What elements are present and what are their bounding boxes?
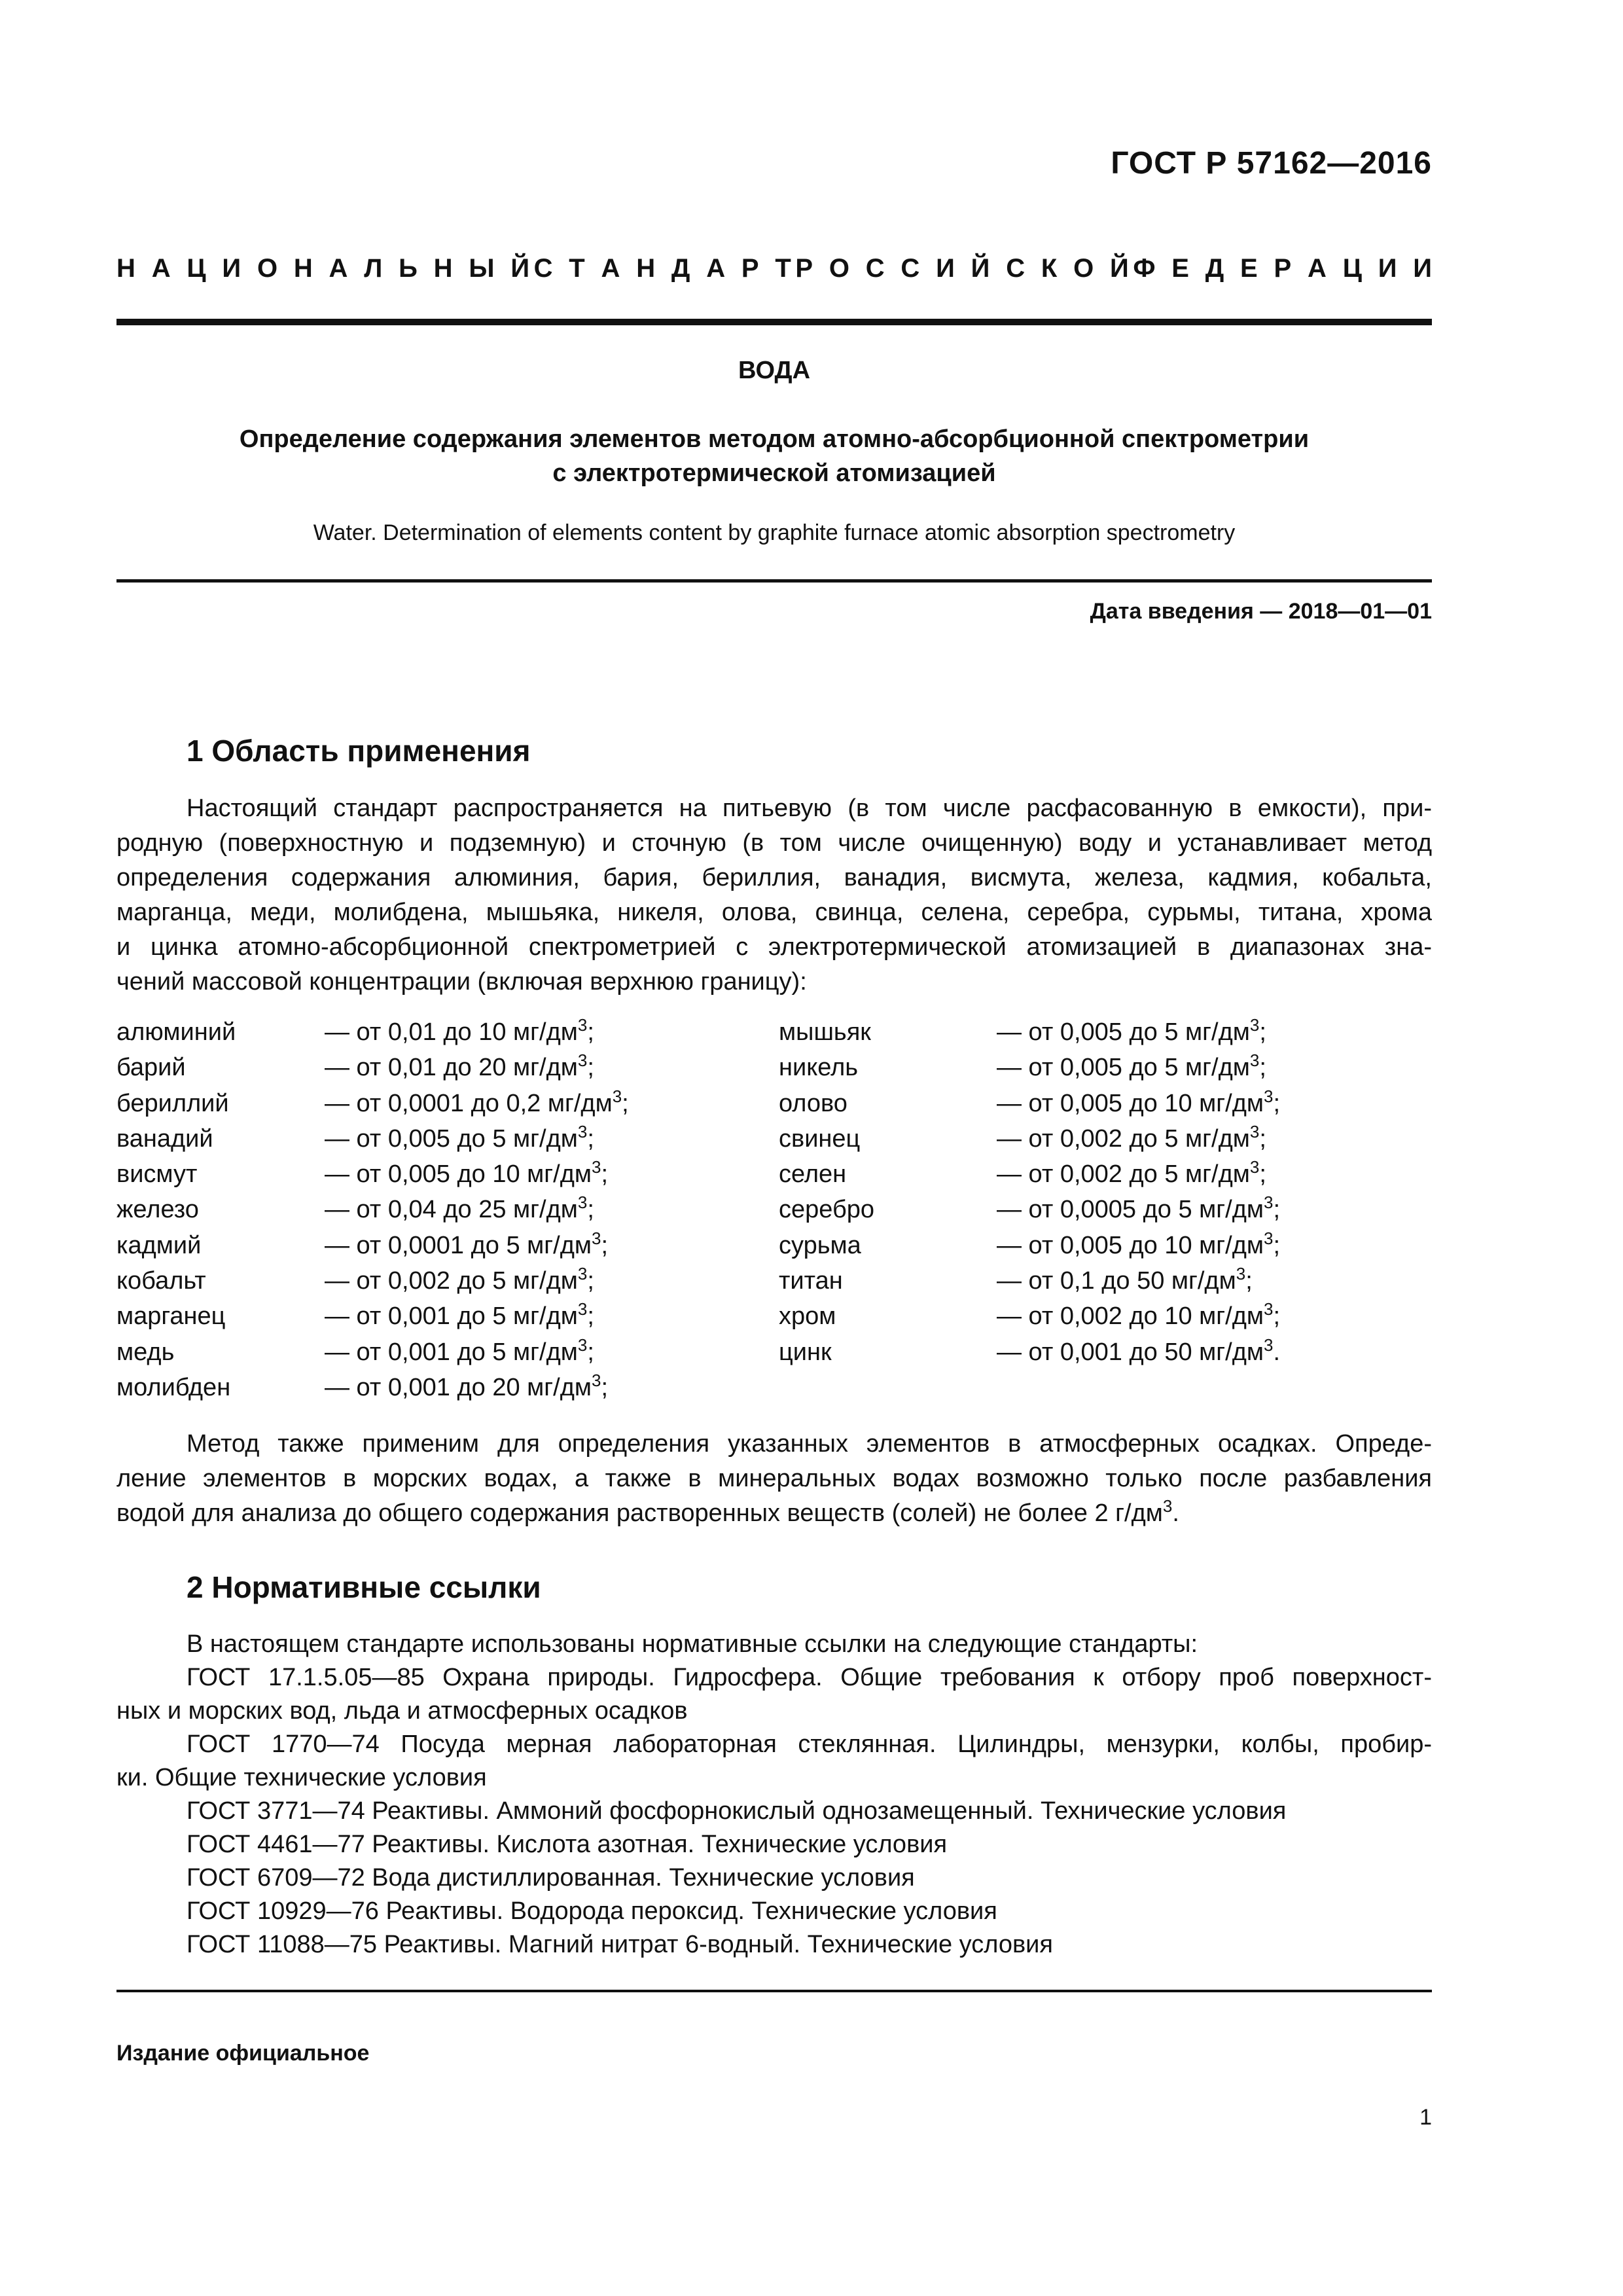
element-range [997, 1157, 1266, 1192]
banner-letter: Д [1205, 254, 1224, 283]
banner-letter: Ц [187, 254, 206, 283]
banner-letter: Р [1274, 254, 1292, 283]
element-name: серебро [779, 1196, 875, 1224]
unit-superscript: 3 [577, 1299, 588, 1319]
element-name: хром [779, 1302, 836, 1331]
element-row [116, 1228, 1432, 1263]
element-name: алюминий [116, 1018, 236, 1046]
element-range [997, 1192, 1280, 1227]
unit-text: мг/дм [1199, 1338, 1264, 1366]
banner-letter: И [1413, 254, 1432, 283]
footer-divider [116, 1990, 1432, 1992]
section-1-heading: 1 Область применения [187, 734, 531, 768]
element-name: сурьма [779, 1231, 861, 1259]
range-text: — от 0,005 до 10 [997, 1231, 1200, 1259]
element-range [325, 1157, 608, 1192]
reference-item: ГОСТ 3771—74 Реактивы. Аммоний фосфорнокислый однозамещенный. Технические условия [187, 1797, 1287, 1825]
element-range [325, 1299, 594, 1334]
unit-text: мг/дм [1199, 1089, 1264, 1117]
range-text: — от 0,001 до 50 [997, 1338, 1200, 1366]
element-range [997, 1228, 1280, 1263]
range-text: — от 0,005 до 10 [325, 1160, 527, 1189]
unit-text: мг/дм [527, 1160, 592, 1189]
element-range [325, 1335, 594, 1370]
banner-letter: И [936, 254, 955, 283]
banner-word-2 [534, 254, 791, 283]
element-range [325, 1228, 608, 1263]
document-subtitle [116, 422, 1432, 490]
unit-text: мг/дм [1185, 1054, 1250, 1082]
element-range [325, 1014, 594, 1050]
unit-superscript: 3 [592, 1157, 601, 1177]
range-end: ; [1273, 1302, 1281, 1331]
unit-superscript: 3 [1249, 1121, 1260, 1141]
banner-letter: Ф [1133, 254, 1156, 283]
banner-letter: Н [433, 254, 453, 283]
element-range [325, 1050, 594, 1085]
paragraph-line: чений массовой концентрации (включая верхнюю границу): [116, 968, 807, 996]
element-name: медь [116, 1338, 175, 1366]
introduction-date: Дата введения — 2018—01—01 [1090, 599, 1432, 624]
element-row [116, 1263, 1432, 1299]
banner-word-4 [1133, 254, 1432, 283]
range-end: ; [587, 1267, 594, 1295]
banner-letter: Й [510, 254, 530, 283]
banner-letter: И [1378, 254, 1397, 283]
unit-superscript: 3 [1264, 1335, 1274, 1355]
banner-word-1 [116, 254, 529, 283]
unit-text: мг/дм [547, 1089, 613, 1117]
range-end: ; [587, 1054, 594, 1082]
unit-text: мг/дм [513, 1302, 578, 1331]
official-edition-label: Издание официальное [116, 2041, 370, 2066]
range-end: ; [587, 1018, 594, 1046]
reference-item-continued: ки. Общие технические условия [116, 1764, 487, 1791]
unit-text: мг/дм [527, 1231, 592, 1259]
banner-letter: А [706, 254, 726, 283]
unit-text: мг/дм [1199, 1231, 1264, 1259]
range-end: ; [1245, 1267, 1253, 1295]
unit-text: мг/дм [1199, 1302, 1264, 1331]
banner-letter: И [222, 254, 241, 283]
unit-text: мг/дм [513, 1338, 578, 1366]
unit-superscript: 3 [592, 1228, 601, 1248]
reference-item-continued: ных и морских вод, льда и атмосферных осадков [116, 1697, 688, 1725]
unit-text: мг/дм [513, 1054, 578, 1082]
paragraph-line: Настоящий стандарт распространяется на питьевую (в том числе расфасованную в емкости), при- [187, 795, 1432, 822]
banner-letter: Р [795, 254, 813, 283]
element-name: никель [779, 1054, 859, 1082]
element-range [997, 1086, 1280, 1121]
unit-text: мг/дм [1185, 1018, 1250, 1046]
element-name: цинк [779, 1338, 832, 1366]
range-text: — от 0,001 до 5 [325, 1338, 514, 1366]
unit-superscript: 3 [1264, 1228, 1274, 1248]
range-text: — от 0,0001 до 0,2 [325, 1089, 548, 1117]
element-range [997, 1335, 1280, 1370]
unit-superscript: 3 [577, 1193, 588, 1213]
unit-superscript: 3 [592, 1370, 601, 1390]
reference-item: ГОСТ 6709—72 Вода дистиллированная. Технические условия [187, 1864, 915, 1892]
banner-letter: Р [741, 254, 759, 283]
paragraph-line: определения содержания алюминия, бария, бериллия, ванадия, висмута, железа, кадмия, кобальта, [116, 864, 1432, 891]
element-range [997, 1014, 1266, 1050]
range-text: — от 0,01 до 20 [325, 1054, 514, 1082]
unit-superscript: 3 [1264, 1193, 1274, 1213]
subtitle-line-1: Определение содержания элементов методом атомно-абсорбционной спектрометрии [239, 425, 1310, 453]
unit-superscript: 3 [577, 1050, 588, 1071]
range-text: — от 0,001 до 20 [325, 1373, 527, 1401]
english-title: Water. Determination of elements content by graphite furnace atomic absorption spectrometry [313, 520, 1236, 545]
paragraph-line: родную (поверхностную и подземную) и сточную (в том числе очищенную) воду и устанавливает метод [116, 829, 1432, 857]
paragraph-line: Метод также применим для определения указанных элементов в атмосферных осадках. Опреде- [187, 1430, 1432, 1458]
range-end: ; [622, 1089, 629, 1117]
reference-item: ГОСТ 4461—77 Реактивы. Кислота азотная. Технические условия [187, 1831, 948, 1858]
range-end: ; [1273, 1196, 1281, 1224]
banner-letter: О [1073, 254, 1094, 283]
element-name: титан [779, 1267, 843, 1295]
banner-letter: А [151, 254, 171, 283]
range-text: — от 0,002 до 5 [325, 1267, 514, 1295]
section-2-heading: 2 Нормативные ссылки [187, 1570, 541, 1604]
range-end: ; [1273, 1231, 1281, 1259]
subtitle-line-2: с электротермической атомизацией [552, 459, 996, 487]
element-row [116, 1014, 1432, 1050]
paragraph-line: и цинка атомно-абсорбционной спектрометрией с электротермической атомизацией в диапазонах зна- [116, 933, 1432, 961]
banner-letter: Й [1110, 254, 1129, 283]
range-end: ; [1259, 1124, 1266, 1153]
title-divider [116, 579, 1432, 583]
element-range [325, 1121, 594, 1157]
element-row [116, 1086, 1432, 1121]
element-row [116, 1370, 1432, 1405]
range-end: ; [587, 1338, 594, 1366]
unit-superscript: 3 [1249, 1157, 1260, 1177]
element-row [116, 1050, 1432, 1085]
range-text: — от 0,04 до 25 [325, 1196, 514, 1224]
range-end: ; [1273, 1089, 1281, 1117]
range-end: . [1273, 1338, 1281, 1366]
banner-letter: К [1041, 254, 1058, 283]
unit-superscript: 3 [1236, 1264, 1246, 1284]
element-range [997, 1121, 1266, 1157]
element-name: молибден [116, 1373, 231, 1401]
range-end: ; [587, 1196, 594, 1224]
range-text: — от 0,005 до 10 [997, 1089, 1200, 1117]
element-name: марганец [116, 1302, 226, 1331]
section-1-paragraph-2 [116, 1427, 1432, 1531]
banner-letter: А [329, 254, 348, 283]
unit-superscript: 3 [577, 1015, 588, 1035]
element-range [997, 1050, 1266, 1085]
banner-letter: Ы [469, 254, 495, 283]
range-text: — от 0,01 до 10 [325, 1018, 514, 1046]
document-number: ГОСТ Р 57162—2016 [1111, 146, 1432, 181]
element-concentration-list [116, 1014, 1432, 1405]
banner-letter: Н [116, 254, 135, 283]
national-standard-banner [116, 254, 1432, 283]
banner-letter: Т [569, 254, 585, 283]
element-name: ванадий [116, 1124, 213, 1153]
unit-text: мг/дм [513, 1124, 578, 1153]
element-range [325, 1370, 608, 1405]
element-name: барий [116, 1054, 186, 1082]
banner-letter: Й [971, 254, 990, 283]
unit-text: мг/дм [1185, 1124, 1250, 1153]
banner-letter: Ь [399, 254, 418, 283]
banner-word-3 [795, 254, 1128, 283]
header-divider [116, 319, 1432, 325]
paragraph-line [116, 1496, 1432, 1531]
range-text: — от 0,001 до 5 [325, 1302, 514, 1331]
range-text: — от 0,1 до 50 [997, 1267, 1171, 1295]
document-title: ВОДА [738, 357, 811, 384]
unit-superscript: 3 [577, 1335, 588, 1355]
element-range [325, 1086, 629, 1121]
banner-letter: Ц [1342, 254, 1362, 283]
banner-letter: О [829, 254, 849, 283]
element-name: кобальт [116, 1267, 206, 1295]
unit-superscript: 3 [577, 1264, 588, 1284]
unit-superscript: 3 [1249, 1015, 1260, 1035]
range-text: — от 0,002 до 10 [997, 1302, 1200, 1331]
banner-letter: Д [671, 254, 690, 283]
element-name: кадмий [116, 1231, 202, 1259]
banner-letter: Л [364, 254, 383, 283]
range-text: — от 0,002 до 5 [997, 1160, 1186, 1189]
range-end: ; [1259, 1018, 1266, 1046]
section-1-paragraph-1 [116, 791, 1432, 999]
unit-superscript: 3 [612, 1086, 622, 1106]
range-end: ; [1259, 1054, 1266, 1082]
unit-superscript: 3 [1264, 1086, 1274, 1106]
reference-item: ГОСТ 17.1.5.05—85 Охрана природы. Гидросфера. Общие требования к отбору проб поверхност- [187, 1664, 1432, 1691]
range-end: ; [601, 1373, 609, 1401]
element-range [325, 1192, 594, 1227]
unit-text: мг/дм [527, 1373, 592, 1401]
banner-letter: А [601, 254, 620, 283]
element-name: свинец [779, 1124, 861, 1153]
range-end: ; [587, 1302, 594, 1331]
range-text: — от 0,005 до 5 [997, 1018, 1186, 1046]
unit-text: мг/дм [513, 1267, 578, 1295]
element-row [116, 1299, 1432, 1334]
unit-superscript: 3 [577, 1121, 588, 1141]
banner-letter: О [257, 254, 278, 283]
superscript: 3 [1162, 1496, 1173, 1516]
range-end: ; [601, 1231, 609, 1259]
unit-text: мг/дм [513, 1196, 578, 1224]
element-name: висмут [116, 1160, 198, 1189]
unit-text: мг/дм [513, 1018, 578, 1046]
element-row [116, 1192, 1432, 1227]
range-text: — от 0,0005 до 5 [997, 1196, 1200, 1224]
element-name: бериллий [116, 1089, 229, 1117]
paragraph-line: ление элементов в морских водах, а также в минеральных водах возможно только после разбавления [116, 1465, 1432, 1492]
paragraph-text: водой для анализа до общего содержания растворенных веществ (солей) не более 2 г/дм [116, 1499, 1163, 1527]
banner-letter: С [865, 254, 885, 283]
range-text: — от 0,005 до 5 [325, 1124, 514, 1153]
banner-letter: С [533, 254, 553, 283]
range-end: ; [1259, 1160, 1266, 1189]
unit-text: мг/дм [1199, 1196, 1264, 1224]
element-range [325, 1263, 594, 1299]
unit-superscript: 3 [1249, 1050, 1260, 1071]
reference-item: ГОСТ 1770—74 Посуда мерная лабораторная стеклянная. Цилиндры, мензурки, колбы, пробир- [187, 1731, 1432, 1758]
paragraph-line: марганца, меди, молибдена, мышьяка, никеля, олова, свинца, селена, серебра, сурьмы, титана, хрома [116, 899, 1432, 926]
banner-letter: Н [293, 254, 313, 283]
reference-item: ГОСТ 11088—75 Реактивы. Магний нитрат 6-водный. Технические условия [187, 1931, 1053, 1958]
references-intro: В настоящем стандарте использованы нормативные ссылки на следующие стандарты: [187, 1630, 1198, 1658]
element-row [116, 1335, 1432, 1370]
element-row [116, 1121, 1432, 1157]
reference-item: ГОСТ 10929—76 Реактивы. Водорода пероксид. Технические условия [187, 1897, 997, 1925]
element-row [116, 1157, 1432, 1192]
unit-superscript: 3 [1264, 1299, 1274, 1319]
range-text: — от 0,005 до 5 [997, 1054, 1186, 1082]
banner-letter: С [1006, 254, 1026, 283]
element-name: мышьяк [779, 1018, 871, 1046]
banner-letter: Т [775, 254, 791, 283]
element-name: железо [116, 1196, 199, 1224]
normative-references-list [116, 1628, 1432, 1962]
unit-text: мг/дм [1171, 1267, 1236, 1295]
unit-text: мг/дм [1185, 1160, 1250, 1189]
banner-letter: С [901, 254, 920, 283]
range-end: ; [587, 1124, 594, 1153]
element-range [997, 1299, 1280, 1334]
banner-letter: Н [636, 254, 656, 283]
element-name: олово [779, 1089, 847, 1117]
banner-letter: Е [1171, 254, 1189, 283]
element-range [997, 1263, 1253, 1299]
page-number: 1 [1419, 2105, 1432, 2130]
element-name: селен [779, 1160, 847, 1189]
range-text: — от 0,002 до 5 [997, 1124, 1186, 1153]
range-end: ; [601, 1160, 609, 1189]
banner-letter: А [1308, 254, 1327, 283]
banner-letter: Е [1240, 254, 1258, 283]
paragraph-end: . [1172, 1499, 1179, 1527]
range-text: — от 0,0001 до 5 [325, 1231, 527, 1259]
